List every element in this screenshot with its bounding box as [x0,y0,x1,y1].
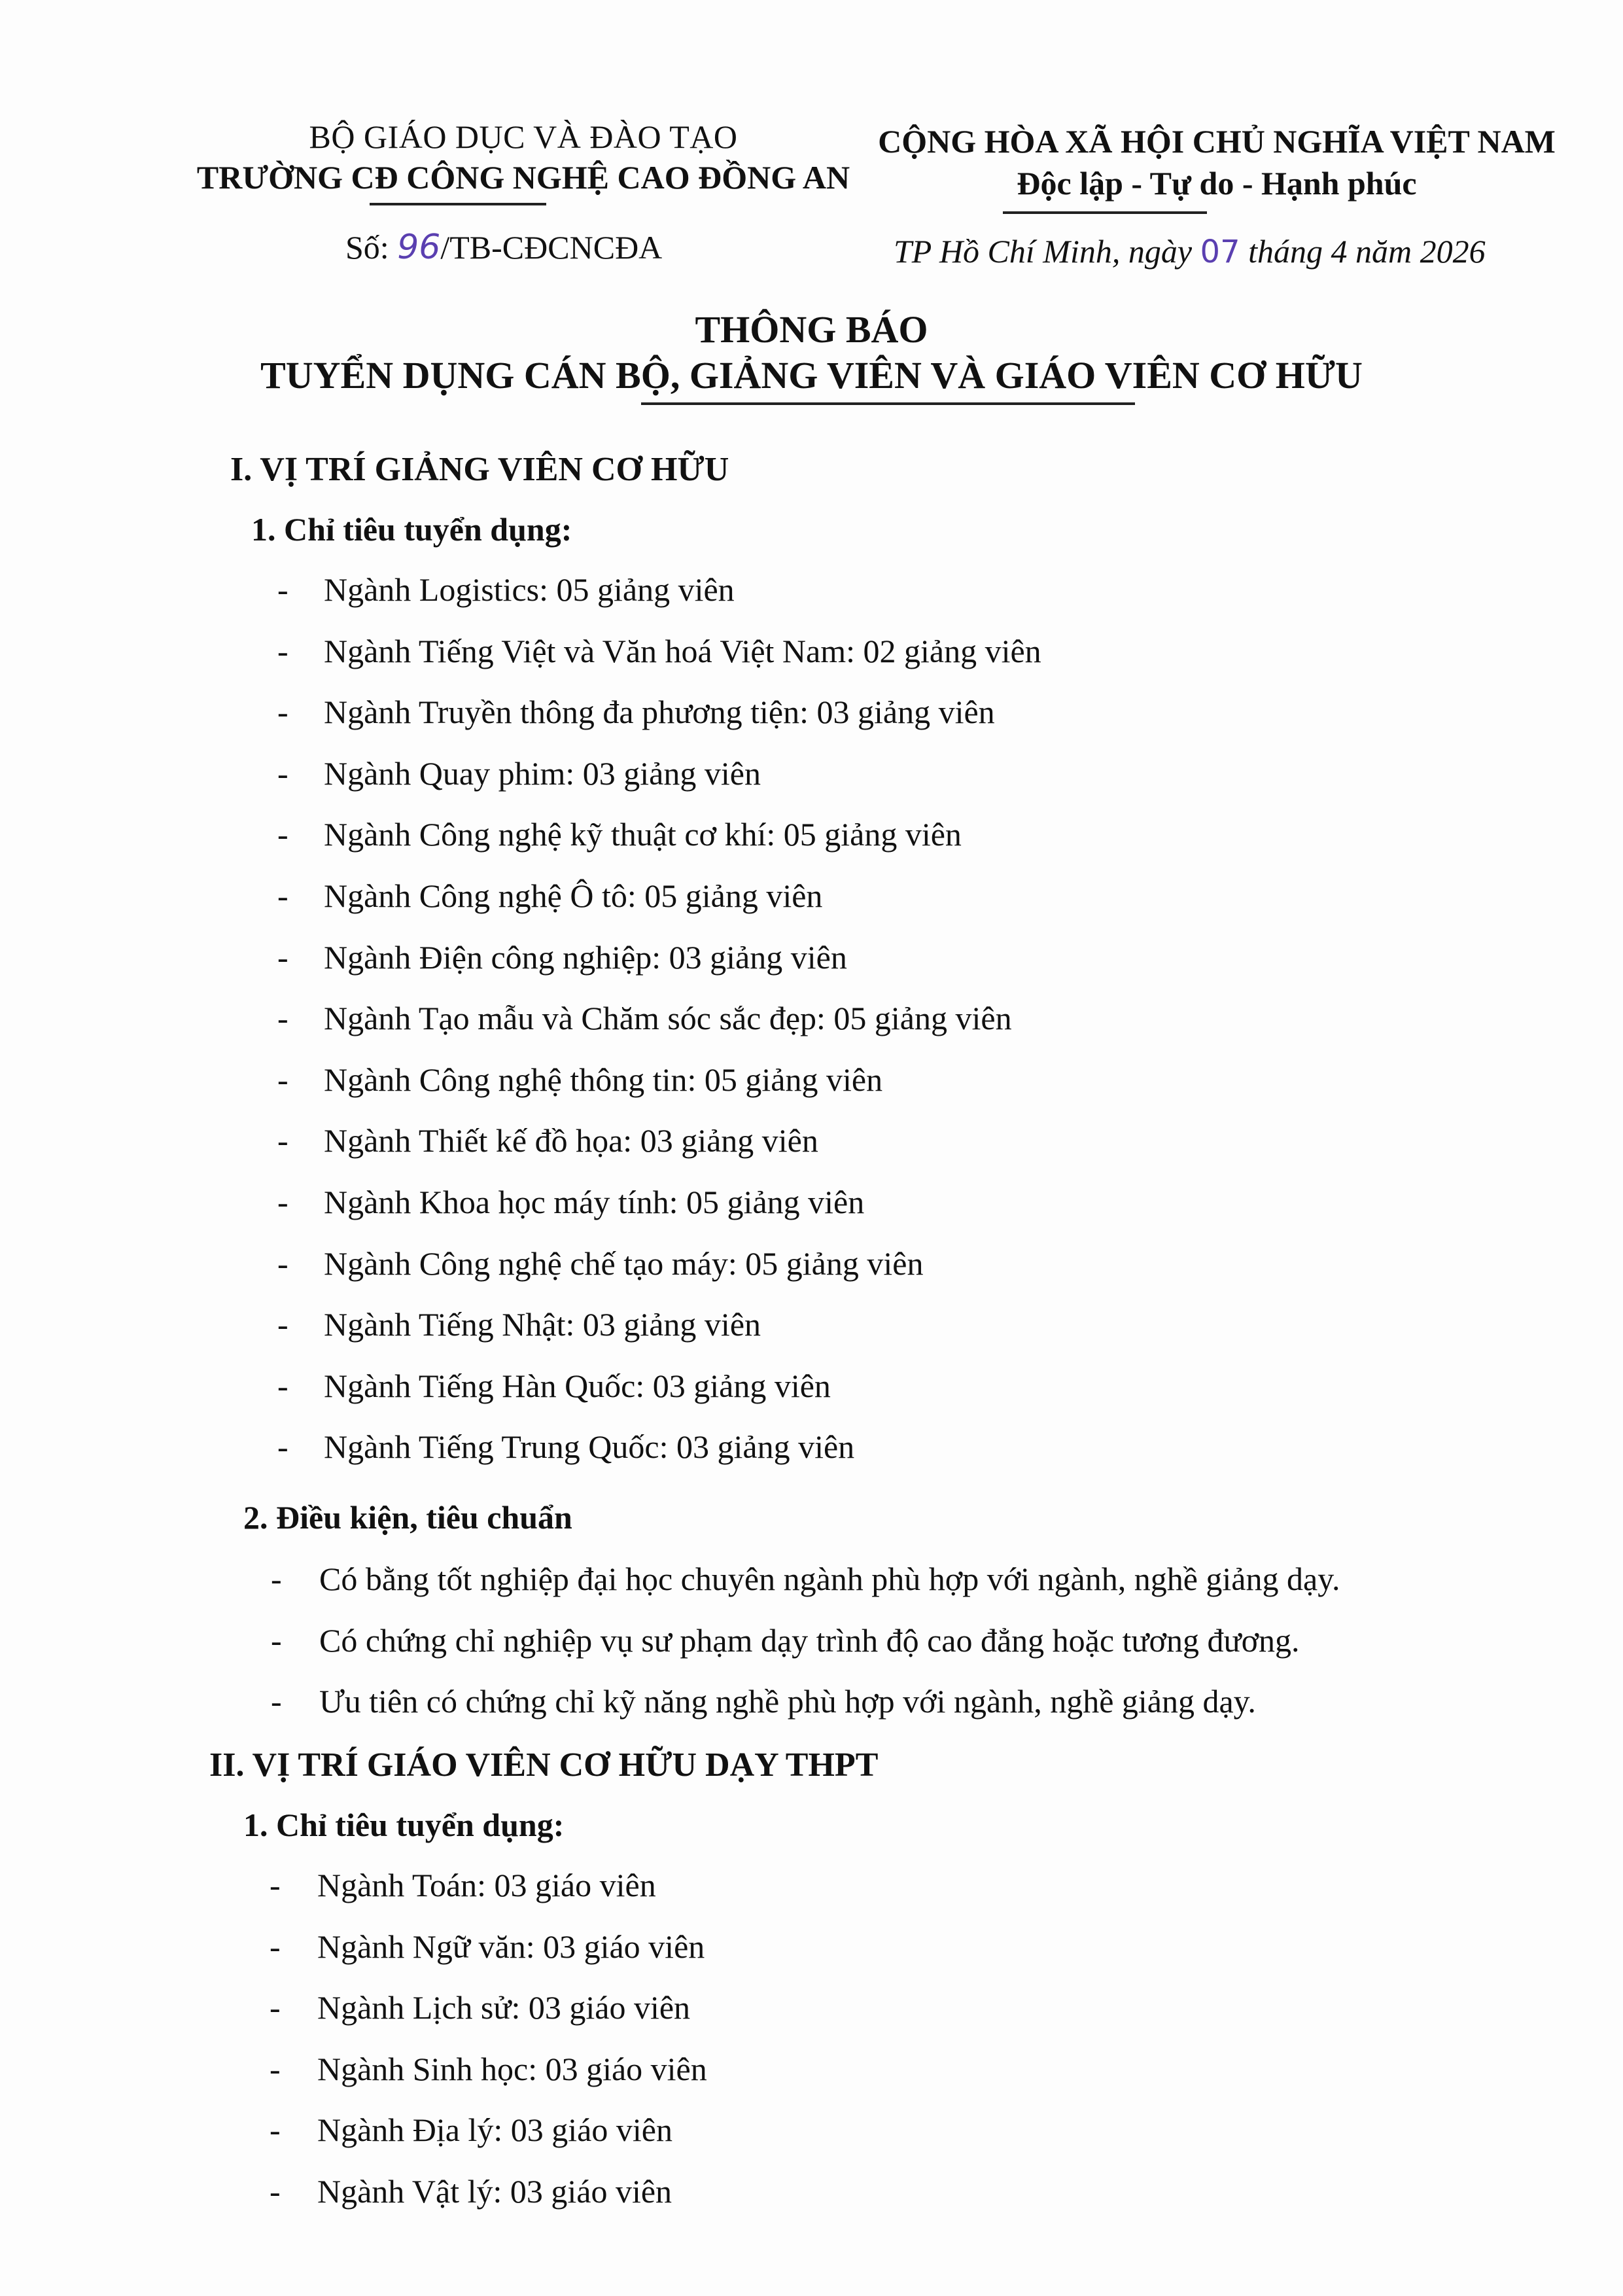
date-day-handwritten: 07 [1200,234,1240,270]
bullet-dash-icon: - [277,694,288,731]
bullet-dash-icon: - [277,1061,288,1098]
condition-item: Ưu tiên có chứng chỉ kỹ năng nghề phù hợp với ngành, nghề giảng dạy. [319,1683,1256,1720]
section-1-sub-conditions: 2. Điều kiện, tiêu chuẩn [243,1499,572,1536]
quota-item: Ngành Tiếng Trung Quốc: 03 giảng viên [324,1428,855,1466]
section-1-sub-quota: 1. Chỉ tiêu tuyển dụng: [251,511,572,548]
quota-item: Ngành Công nghệ chế tạo máy: 05 giảng viên [324,1245,924,1282]
bullet-dash-icon: - [270,1928,281,1965]
bullet-dash-icon: - [270,1867,281,1903]
section-2-heading: II. VỊ TRÍ GIÁO VIÊN CƠ HỮU DẠY THPT [209,1746,879,1784]
quota-item: Ngành Khoa học máy tính: 05 giảng viên [324,1184,865,1220]
quota-item: Ngành Địa lý: 03 giáo viên [317,2111,672,2149]
quota-item: Ngành Công nghệ thông tin: 05 giảng viên [324,1061,883,1098]
nation-name: CỘNG HÒA XÃ HỘI CHỦ NGHĨA VIỆT NAM [878,123,1556,160]
quota-item: Ngành Ngữ văn: 03 giáo viên [317,1928,705,1965]
national-block [844,121,1590,205]
quota-item: Ngành Quay phim: 03 giảng viên [324,754,761,792]
quota-item: Ngành Thiết kế đồ họa: 03 giảng viên [324,1122,818,1159]
bullet-dash-icon: - [277,1122,288,1159]
bullet-dash-icon: - [277,571,288,608]
bullet-dash-icon: - [277,938,288,976]
document-title: THÔNG BÁO [695,308,928,351]
bullet-dash-icon: - [277,1306,288,1343]
bullet-dash-icon: - [271,1683,282,1720]
document-number [345,228,662,267]
ministry-name: BỘ GIÁO DỤC VÀ ĐÀO TẠO [309,118,738,155]
quota-item: Ngành Truyền thông đa phương tiện: 03 giảng viên [324,694,995,731]
doc-number-prefix: Số: [345,229,389,266]
national-motto: Độc lập - Tự do - Hạnh phúc [1017,165,1417,202]
quota-item: Ngành Sinh học: 03 giáo viên [317,2050,707,2087]
bullet-dash-icon: - [277,1000,288,1037]
bullet-dash-icon: - [277,1367,288,1404]
issuer-block [118,116,929,198]
quota-item: Ngành Tiếng Hàn Quốc: 03 giảng viên [324,1367,831,1404]
motto-underline [1003,211,1207,214]
quota-item: Ngành Tiếng Việt và Văn hoá Việt Nam: 02 giảng viên [324,632,1041,669]
bullet-dash-icon: - [271,1621,282,1659]
section-2-sub-quota: 1. Chỉ tiêu tuyển dụng: [243,1807,565,1843]
condition-item: Có chứng chỉ nghiệp vụ sư phạm dạy trình độ cao đẳng hoặc tương đương. [319,1621,1300,1659]
bullet-dash-icon: - [270,2111,281,2149]
bullet-dash-icon: - [277,1428,288,1466]
quota-item: Ngành Công nghệ kỹ thuật cơ khí: 05 giảng viên [324,816,962,853]
quota-item: Ngành Công nghệ Ô tô: 05 giảng viên [324,877,823,914]
quota-item: Ngành Logistics: 05 giảng viên [324,571,735,608]
doc-number-handwritten: 96 [397,228,441,267]
bullet-dash-icon: - [270,2173,281,2210]
quota-item: Ngành Điện công nghiệp: 03 giảng viên [324,938,847,976]
bullet-dash-icon: - [277,816,288,853]
bullet-dash-icon: - [270,2050,281,2087]
quota-item: Ngành Lịch sử: 03 giáo viên [317,1989,691,2026]
bullet-dash-icon: - [270,1989,281,2026]
section-1-heading: I. VỊ TRÍ GIẢNG VIÊN CƠ HỮU [230,451,729,488]
document-subtitle: TUYỂN DỤNG CÁN BỘ, GIẢNG VIÊN VÀ GIÁO VIÊN CƠ HỮU [260,354,1363,397]
bullet-dash-icon: - [277,877,288,914]
issue-date [894,232,1486,270]
doc-number-suffix: /TB-CĐCNCĐA [440,229,663,266]
school-name: TRƯỜNG CĐ CÔNG NGHỆ CAO ĐỒNG AN [196,159,850,196]
title-underline [641,402,1135,405]
bullet-dash-icon: - [277,754,288,792]
bullet-dash-icon: - [277,1245,288,1282]
bullet-dash-icon: - [277,1184,288,1220]
quota-item: Ngành Vật lý: 03 giáo viên [317,2173,672,2210]
quota-item: Ngành Toán: 03 giáo viên [317,1867,656,1903]
bullet-dash-icon: - [271,1561,282,1597]
condition-item: Có bằng tốt nghiệp đại học chuyên ngành phù hợp với ngành, nghề giảng dạy. [319,1561,1340,1597]
quota-item: Ngành Tạo mẫu và Chăm sóc sắc đẹp: 05 giảng viên [324,1000,1012,1037]
quota-item: Ngành Tiếng Nhật: 03 giảng viên [324,1306,761,1343]
school-underline [370,203,546,205]
date-suffix: tháng 4 năm 2026 [1248,233,1486,270]
date-prefix: TP Hồ Chí Minh, ngày [894,233,1193,270]
bullet-dash-icon: - [277,632,288,669]
